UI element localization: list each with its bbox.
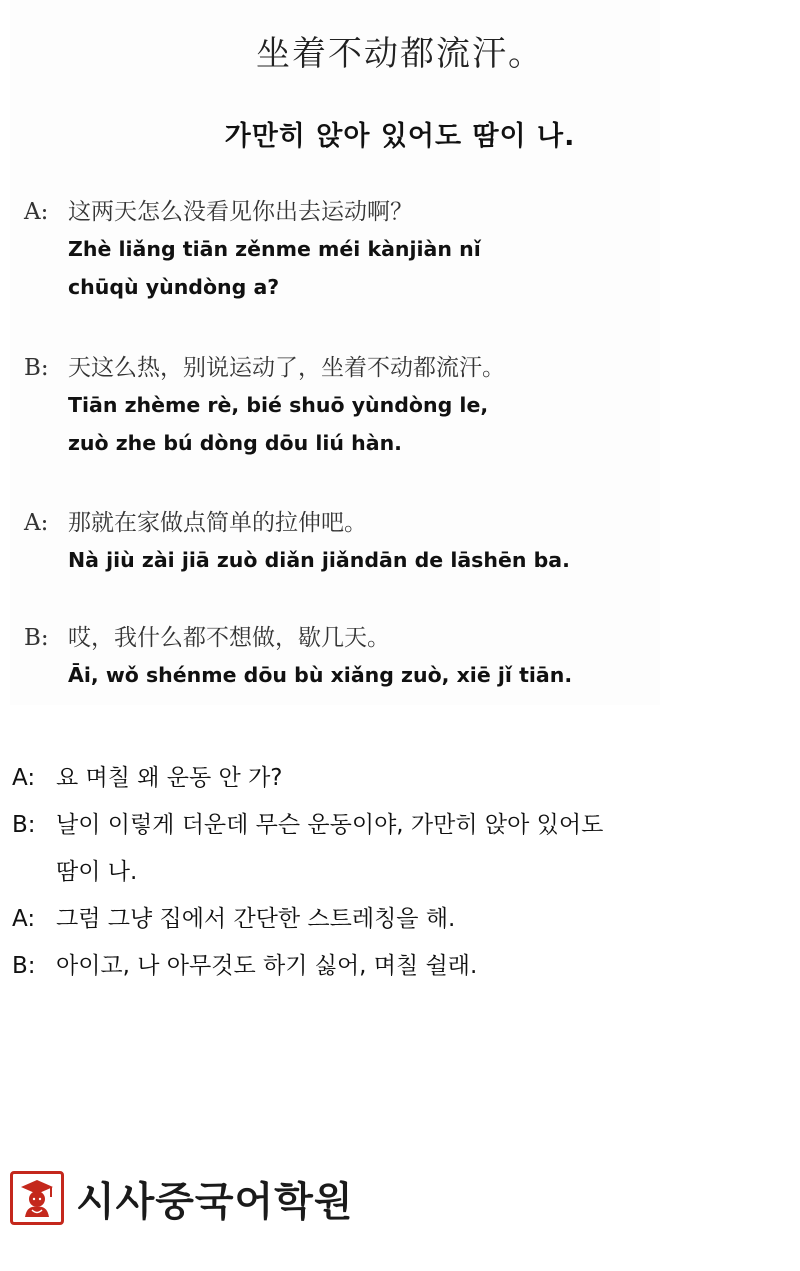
- brand-logo: [10, 1168, 353, 1228]
- chinese-line: [24, 350, 724, 386]
- chinese-text: 天这么热，别说运动了，坐着不动都流汗。: [68, 355, 505, 381]
- pinyin-text: Āi, wǒ shénme dōu bù xiǎng zuò, xiē jǐ tiān.: [68, 663, 573, 687]
- pinyin-text: zuò zhe bú dòng dōu liú hàn.: [68, 431, 402, 455]
- translation-line: [12, 849, 792, 896]
- chinese-text: 那就在家做点简单的拉伸吧。: [68, 510, 367, 536]
- title-korean: 가만히 앉아 있어도 땀이 나.: [224, 121, 576, 152]
- chinese-text: 这两天怎么没看见你出去运动啊？: [68, 199, 413, 225]
- speaker-label: B:: [24, 625, 49, 651]
- translation-text: 땀이 나.: [56, 859, 138, 885]
- speaker-label: B:: [24, 355, 49, 381]
- translation-line: [12, 802, 792, 849]
- speaker-label: B:: [12, 953, 36, 979]
- translation-text: 날이 이렇게 더운데 무슨 운동이야, 가만히 앉아 있어도: [56, 812, 604, 838]
- chinese-text: 哎，我什么都不想做，歇几天。: [68, 625, 390, 651]
- speaker-label: A:: [12, 906, 36, 932]
- chinese-line: [24, 620, 724, 656]
- translation-line: [12, 896, 792, 943]
- speaker-label: [12, 849, 56, 896]
- pinyin-text: Tiān zhème rè, bié shuō yùndòng le,: [68, 393, 489, 417]
- speaker-label: A:: [24, 199, 49, 225]
- pinyin-text: Zhè liǎng tiān zěnme méi kànjiàn nǐ: [68, 237, 481, 261]
- dialogue-entry: [24, 194, 724, 306]
- scholar-icon: [10, 1171, 64, 1225]
- translation-line: [12, 755, 792, 802]
- dialogue-entry: [24, 350, 724, 462]
- dialogue-entry: [24, 505, 724, 579]
- speaker-label: A:: [12, 765, 36, 791]
- chinese-line: [24, 194, 724, 230]
- pinyin-text: Nà jiù zài jiā zuò diǎn jiǎndān de lāshēn ba.: [68, 548, 570, 572]
- korean-translation: [12, 755, 792, 990]
- chinese-line: [24, 505, 724, 541]
- dialogue-entry: [24, 620, 724, 694]
- translation-text: 요 며칠 왜 운동 안 가?: [56, 765, 283, 791]
- translation-text: 아이고, 나 아무것도 하기 싫어, 며칠 쉴래.: [56, 953, 478, 979]
- logo-text: 시사중국어학원: [76, 1178, 354, 1225]
- translation-text: 그럼 그냥 집에서 간단한 스트레칭을 해.: [56, 906, 456, 932]
- pinyin-text: chūqù yùndòng a?: [68, 275, 280, 299]
- speaker-label: B:: [12, 812, 36, 838]
- translation-line: [12, 943, 792, 990]
- title-chinese: 坐着不动都流汗。: [256, 34, 544, 74]
- speaker-label: A:: [24, 510, 49, 536]
